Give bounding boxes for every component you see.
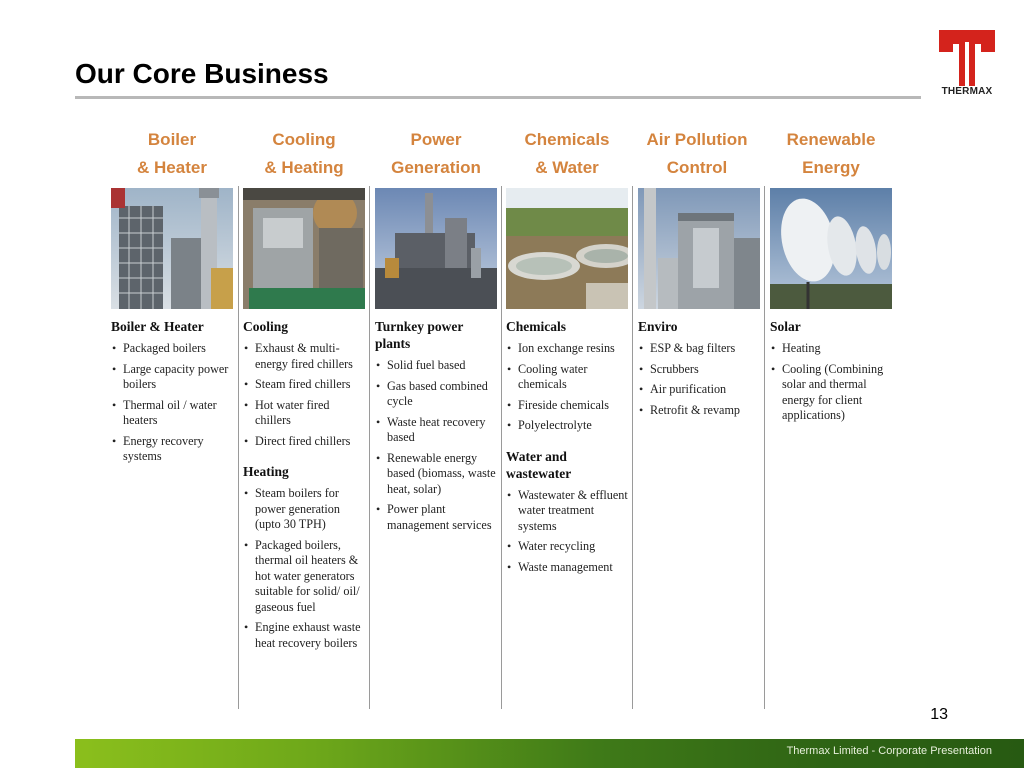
heading-line-1: Chemicals <box>524 130 610 149</box>
list-item: • Polyelectrolyte <box>506 418 630 434</box>
column-heading-renewable <box>770 126 892 184</box>
heading-line-1: Air Pollution <box>646 130 748 149</box>
slide-title: Our Core Business <box>75 58 329 89</box>
list-item: • Exhaust & multi-energy fired chillers <box>243 341 367 372</box>
list-item: • Thermal oil / water heaters <box>111 398 235 429</box>
list-item: • Renewable energy based (biomass, waste heat, solar) <box>375 451 499 498</box>
list-item: • Power plant management services <box>375 502 499 533</box>
list-item: • Heating <box>770 341 894 357</box>
heading-line-2: & Heater <box>137 158 207 177</box>
bullet-list <box>506 488 630 576</box>
bullet-list <box>111 341 235 465</box>
section-title: Cooling <box>243 319 289 334</box>
bullet-list <box>770 341 894 424</box>
column-divider <box>238 186 239 709</box>
heading-line-2: Generation <box>391 158 481 177</box>
list-item: • Waste management <box>506 560 630 576</box>
bullet-list <box>638 341 762 418</box>
list-item: • Large capacity power boilers <box>111 362 235 393</box>
column-body-boiler <box>111 318 235 470</box>
list-item: • Cooling water chemicals <box>506 362 630 393</box>
photo-solar-dishes <box>770 188 892 309</box>
list-item: • ESP & bag filters <box>638 341 762 357</box>
heading-line-2: & Water <box>535 158 599 177</box>
list-item: • Packaged boilers <box>111 341 235 357</box>
bullet-list <box>243 341 367 449</box>
column-body-renewable <box>770 318 894 429</box>
section-title: Boiler & Heater <box>111 319 204 334</box>
bullet-list <box>243 486 367 651</box>
list-item: • Water recycling <box>506 539 630 555</box>
heading-line-1: Cooling <box>272 130 336 149</box>
column-body-chemicals <box>506 318 630 580</box>
heading-line-1: Power <box>410 130 462 149</box>
list-item: • Solid fuel based <box>375 358 499 374</box>
column-heading-cooling <box>243 126 365 184</box>
section-title: Enviro <box>638 319 678 334</box>
column-divider <box>501 186 502 709</box>
photo-chiller <box>243 188 365 309</box>
photo-power-plant <box>375 188 497 309</box>
column-heading-air-pollution <box>636 126 758 184</box>
photo-water-treatment <box>506 188 628 309</box>
list-item: • Scrubbers <box>638 362 762 378</box>
photo-air-pollution-plant <box>638 188 760 309</box>
list-item: • Gas based combined cycle <box>375 379 499 410</box>
heading-line-1: Boiler <box>147 130 197 149</box>
column-divider <box>369 186 370 709</box>
column-divider <box>632 186 633 709</box>
section-title: Heating <box>243 464 289 479</box>
bullet-list <box>506 341 630 434</box>
list-item: • Direct fired chillers <box>243 434 367 450</box>
column-heading-boiler <box>111 126 233 184</box>
heading-line-2: & Heating <box>264 158 344 177</box>
section-title: Water and wastewater <box>506 448 572 481</box>
section-title: Turnkey power plants <box>375 319 464 351</box>
list-item: • Retrofit & revamp <box>638 403 762 419</box>
column-body-cooling <box>243 318 367 656</box>
list-item: • Air purification <box>638 382 762 398</box>
list-item: • Waste heat recovery based <box>375 415 499 446</box>
heading-line-1: Renewable <box>786 130 876 149</box>
list-item: • Packaged boilers, thermal oil heaters & hot water generators suitable for solid/ oil/ gaseous fuel <box>243 538 367 616</box>
column-heading-chemicals <box>506 126 628 184</box>
list-item: • Energy recovery systems <box>111 434 235 465</box>
column-divider <box>764 186 765 709</box>
heading-line-2: Control <box>666 158 728 177</box>
photo-boiler-plant <box>111 188 233 309</box>
footer-caption: Thermax Limited - Corporate Presentation <box>786 745 992 757</box>
list-item: • Steam fired chillers <box>243 377 367 393</box>
list-item: • Ion exchange resins <box>506 341 630 357</box>
list-item: • Steam boilers for power generation (upto 30 TPH) <box>243 486 367 533</box>
page-number: 13 <box>930 706 948 723</box>
list-item: • Fireside chemicals <box>506 398 630 414</box>
section-title: Solar <box>770 319 801 334</box>
list-item: • Engine exhaust waste heat recovery boilers <box>243 620 367 651</box>
logo-wordmark: THERMAX <box>941 86 993 97</box>
title-divider <box>75 96 921 99</box>
list-item: • Wastewater & effluent water treatment systems <box>506 488 630 535</box>
list-item: • Cooling (Combining solar and thermal energy for client applications) <box>770 362 894 424</box>
list-item: • Hot water fired chillers <box>243 398 367 429</box>
column-heading-power <box>375 126 497 184</box>
heading-line-2: Energy <box>802 158 860 177</box>
bullet-list <box>375 358 499 533</box>
section-title: Chemicals <box>506 319 566 334</box>
column-body-power <box>375 318 499 538</box>
column-body-air-pollution <box>638 318 762 423</box>
